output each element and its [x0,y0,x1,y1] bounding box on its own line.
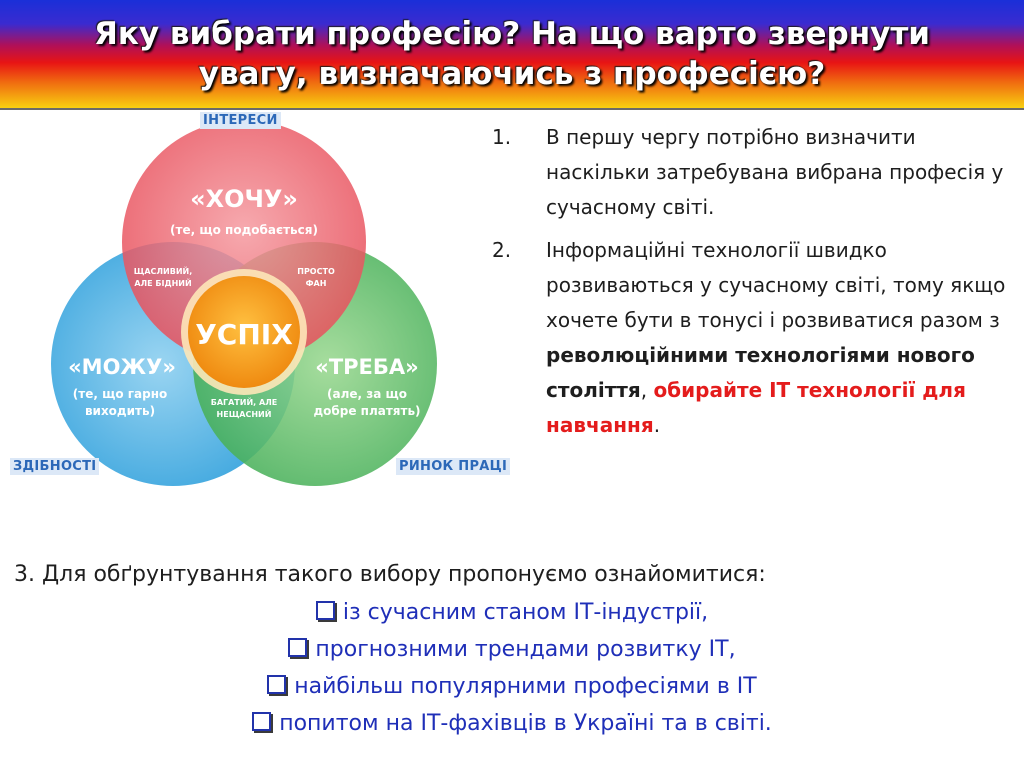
bullet-text: попитом на ІТ-фахівців в Україні та в світі. [279,711,772,736]
list-text-plain: Інформаційні технології швидко розвиваються у сучасному світі, тому якщо хочете бути в тонусі і розвиватися разом з [546,238,1006,332]
rich-but-unhappy-line2: НЕЩАСНИЙ [216,410,272,419]
bullet-text: найбільш популярними професіями в ІТ [294,674,757,699]
list-item [492,120,1016,225]
slide-title-line-2: увагу, визначаючись з професією? [198,56,826,92]
success-label: УСПІХ [195,318,293,351]
just-fun-line2: ФАН [305,279,327,288]
checkbox-icon [252,712,271,731]
list-text [546,233,1016,443]
bullet-item [0,668,1024,705]
bullet-text: прогнозними трендами розвитку ІТ, [315,637,736,662]
can-sublabel-line1: (те, що гарно [72,387,168,401]
need-sublabel-line1: (але, за що [326,387,408,401]
can-sublabel-line2: виходить) [84,404,156,418]
list-text-end: . [653,413,661,437]
checkbox-icon [267,675,286,694]
list-number: 2. [492,238,512,262]
list-text-bold: революційними технологіями нового століття [546,343,975,402]
list-number: 1. [492,125,512,149]
list-text-comma: , [640,378,654,402]
bottom-intro: 3. Для обґрунтування такого вибору пропонуємо ознайомитися: [14,562,766,587]
slide-title-line-1: Яку вибрати професію? На що варто звернути [93,16,931,52]
happy-but-poor-line1: ЩАСЛИВИЙ, [133,267,193,276]
want-sublabel: (те, що подобається) [170,223,318,237]
happy-but-poor-line2: АЛЕ БІДНИЙ [134,279,192,288]
numbered-list [492,120,1016,451]
can-label: «МОЖУ» [68,355,176,379]
venn-diagram [10,112,515,490]
need-label: «ТРЕБА» [315,355,419,379]
bullet-item [0,631,1024,668]
just-fun-line1: ПРОСТО [297,267,335,276]
checkbox-bullet-list [0,594,1024,742]
interests-label: ІНТЕРЕСИ [200,112,281,129]
rich-but-unhappy-line1: БАГАТИЙ, АЛЕ [210,398,278,407]
bullet-item [0,705,1024,742]
labor-market-label: РИНОК ПРАЦІ [396,458,510,475]
want-label: «ХОЧУ» [190,185,298,213]
bullet-text: із сучасним станом ІТ-індустрії, [342,600,709,625]
need-sublabel-line2: добре платять) [313,404,421,418]
abilities-label: ЗДІБНОСТІ [10,458,99,475]
title-bar [0,0,1024,110]
list-item [492,233,1016,443]
checkbox-icon [288,638,307,657]
list-text-highlight: обирайте ІТ технології для навчання [546,378,966,437]
bullet-item [0,594,1024,631]
checkbox-icon [316,601,335,620]
list-text: В першу чергу потрібно визначити наскільки затребувана вибрана професія у сучасному світі. [546,125,1004,219]
